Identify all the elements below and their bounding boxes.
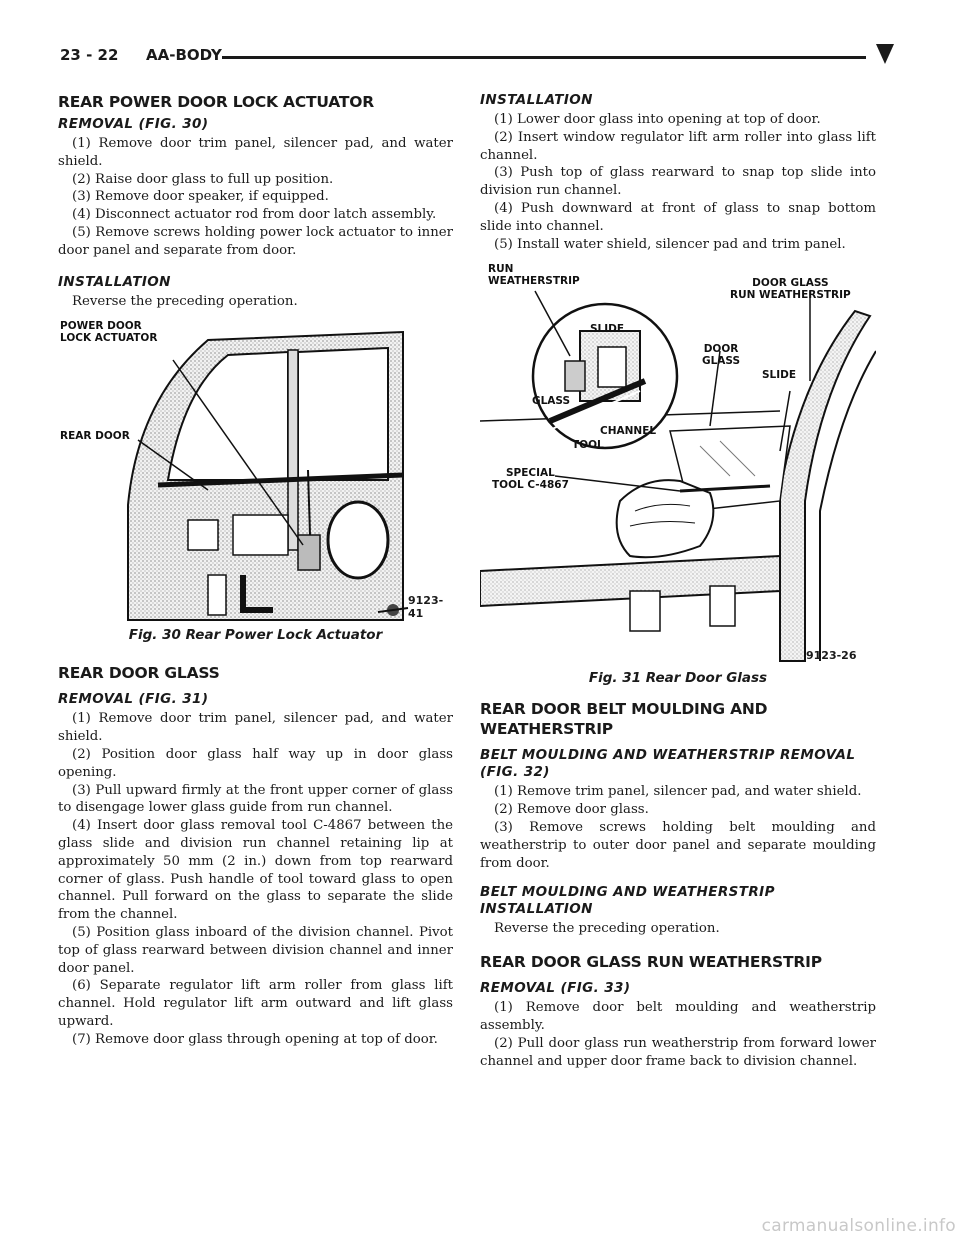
section-name: AA-BODY (146, 46, 222, 64)
step: (6) Separate regulator lift arm roller from glass lift channel. Hold regulator lift arm outward and lift glass upward. (58, 978, 453, 1029)
label-tool: TOOL (572, 439, 604, 452)
figure-caption: Fig. 30 Rear Power Lock Actuator (128, 627, 383, 644)
subheading-removal: REMOVAL (FIG. 31) (58, 691, 209, 708)
step: Reverse the preceding operation. (494, 921, 720, 937)
step: (3) Pull upward firmly at the front upper corner of glass to disengage lower glass guide from run channel. (58, 782, 453, 816)
step: (4) Push downward at front of glass to snap bottom slide into channel. (480, 200, 876, 234)
step: (2) Position door glass half way up in door glass opening. (58, 746, 453, 780)
step: (1) Remove door trim panel, silencer pad, and water shield. (58, 711, 453, 745)
subheading-installation: BELT MOULDING AND WEATHERSTRIP INSTALLATION (480, 884, 775, 918)
subheading-installation: INSTALLATION (480, 92, 593, 108)
subheading-removal: BELT MOULDING AND WEATHERSTRIP REMOVAL (FIG. 32) (480, 747, 856, 781)
step: Reverse the preceding operation. (72, 293, 298, 309)
header-rule (222, 56, 866, 59)
label-door-glass-run-weatherstrip: DOOR GLASS RUN WEATHERSTRIP (730, 277, 851, 302)
step: (2) Remove door glass. (494, 802, 649, 818)
label-channel: CHANNEL (600, 425, 657, 438)
figure-31 (480, 261, 876, 689)
label-run-weatherstrip: RUN WEATHERSTRIP (488, 263, 580, 288)
step: (4) Insert door glass removal tool C-4867 between the glass slide and division run channel retaining lip at approximately 50 mm (2 in.) down from top rearward corner of glass. Push handle of tool toward glass to open channel. Pull forward on the glass to separate the slide from the channel. (58, 818, 453, 923)
figure-30 (58, 320, 453, 655)
rear-door-illustration (58, 320, 453, 625)
step: (7) Remove door glass through opening at top of door. (72, 1031, 438, 1047)
step: (2) Insert window regulator lift arm roller into glass lift channel. (480, 129, 876, 163)
rear-door-glass-illustration (480, 261, 876, 666)
figure-code: 9123-41 (408, 594, 444, 621)
step: (1) Lower door glass into opening at top of door. (494, 112, 821, 127)
subheading-removal: REMOVAL (FIG. 33) (480, 980, 631, 997)
step: (3) Remove door speaker, if equipped. (72, 189, 329, 205)
step: (5) Remove screws holding power lock actuator to inner door panel and separate from door. (58, 224, 453, 258)
section-title-belt-moulding: REAR DOOR BELT MOULDING AND WEATHERSTRIP (480, 700, 768, 739)
watermark: carmanualsonline.info (761, 1216, 956, 1236)
section-title-glass-run-weatherstrip: REAR DOOR GLASS RUN WEATHERSTRIP (480, 953, 822, 972)
right-column (480, 92, 876, 1070)
step: (2) Pull door glass run weatherstrip from forward lower channel and upper door frame back to division channel. (480, 1035, 876, 1069)
section-title-rear-power-door-lock-actuator: REAR POWER DOOR LOCK ACTUATOR (58, 93, 374, 111)
triangle-marker-icon (876, 44, 894, 64)
label-rear-door: REAR DOOR (60, 430, 130, 443)
label-slide: SLIDE (762, 369, 797, 382)
left-column (58, 92, 453, 1049)
label-slide-inset: SLIDE (590, 323, 625, 336)
step: (2) Raise door glass to full up position. (72, 171, 334, 187)
section-title-rear-door-glass: REAR DOOR GLASS (58, 664, 220, 683)
page-header (60, 40, 900, 70)
figure-caption: Fig. 31 Rear Door Glass (588, 670, 768, 687)
step: (1) Remove door belt moulding and weatherstrip assembly. (480, 1000, 876, 1033)
step: (3) Push top of glass rearward to snap top slide into division run channel. (480, 165, 876, 199)
subheading-installation: INSTALLATION (58, 273, 171, 290)
step: (1) Remove trim panel, silencer pad, and water shield. (494, 784, 862, 800)
step: (5) Install water shield, silencer pad and trim panel. (494, 236, 846, 252)
step: (3) Remove screws holding belt moulding and weatherstrip to outer door panel and separate moulding from door. (480, 819, 876, 871)
subheading-removal: REMOVAL (FIG. 30) (58, 116, 209, 132)
step: (4) Disconnect actuator rod from door latch assembly. (72, 207, 437, 223)
label-glass: GLASS (532, 395, 571, 408)
label-door-glass: DOOR GLASS (702, 343, 741, 368)
label-power-door-lock-actuator: POWER DOOR LOCK ACTUATOR (60, 320, 158, 345)
label-special-tool: SPECIAL TOOL C-4867 (492, 467, 569, 492)
page-number: 23 - 22 (60, 46, 119, 64)
step: (5) Position glass inboard of the division channel. Pivot top of glass rearward between division channel and inner door panel. (58, 924, 453, 976)
step: (1) Remove door trim panel, silencer pad, and water shield. (58, 136, 453, 169)
figure-code: 9123-26 (806, 649, 857, 663)
